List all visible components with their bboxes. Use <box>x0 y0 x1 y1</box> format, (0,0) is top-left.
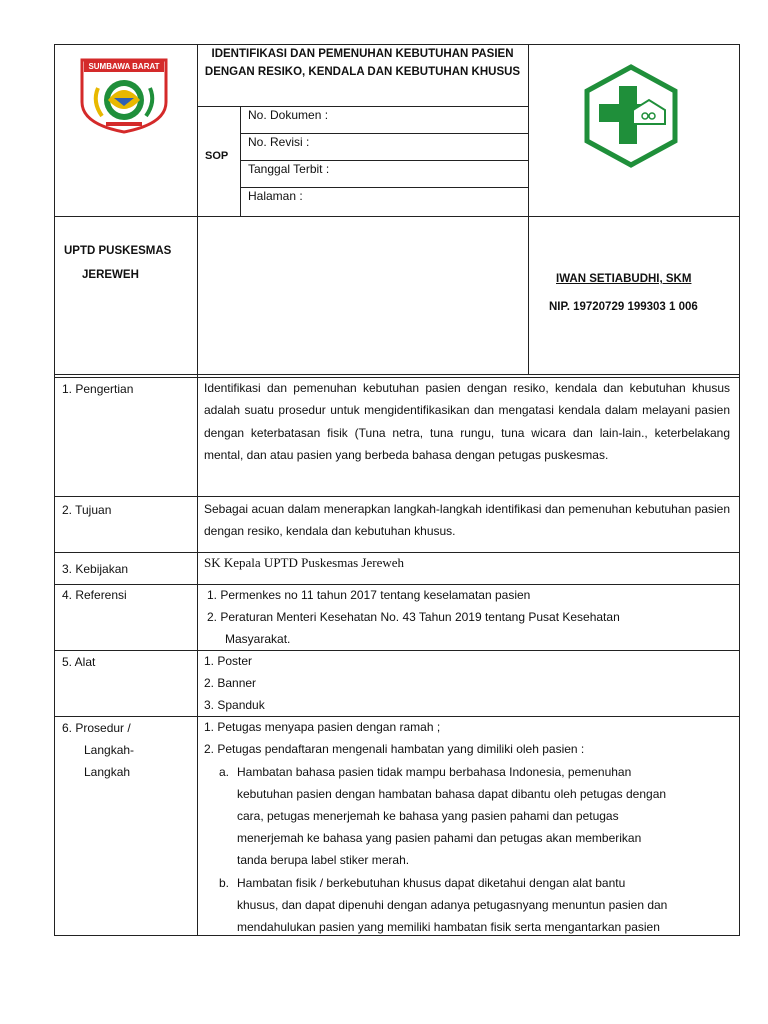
section-text-pengertian: Identifikasi dan pemenuhan kebutuhan pasien dengan resiko, kendala dan kebutuhan khusus adalah suatu prosedur untuk mengidentifikasikan dan mengatasi kendala dalam melayani pasien dengan keterbatasan fisik (Tuna netra, tuna rungu, tuna wicara dan lain-lain., keterbelakang mental, dan atau pasien yang berbeda bahasa dengan petugas puskesmas. <box>204 381 730 462</box>
org-name-line1: UPTD PUSKESMAS <box>64 245 172 257</box>
sop-label: SOP <box>205 150 229 162</box>
section-label-alat: 5. Alat <box>62 655 96 669</box>
puskesmas-hexagon-icon <box>583 64 679 168</box>
prosedur-sub-b-marker: b. <box>219 876 230 890</box>
table-border <box>197 44 198 935</box>
doc-field-halaman: Halaman : <box>248 189 303 203</box>
table-border <box>739 44 740 936</box>
table-border <box>240 187 528 188</box>
table-border <box>54 496 740 497</box>
prosedur-sub-a-line: kebutuhan pasien dengan hambatan bahasa dapat dibantu oleh petugas dengan <box>237 787 667 801</box>
doc-field-revisi: No. Revisi : <box>248 135 310 149</box>
prosedur-sub-a-line: menerjemah ke bahasa yang pasien pahami dan petugas akan memberikan <box>237 831 642 845</box>
prosedur-sub-a-marker: a. <box>219 765 230 779</box>
prosedur-step-1: 1. Petugas menyapa pasien dengan ramah ; <box>204 720 441 734</box>
table-border <box>54 650 740 651</box>
prosedur-step-2: 2. Petugas pendaftaran mengenali hambatan yang dimiliki oleh pasien : <box>204 742 585 756</box>
signatory-nip: NIP. 19720729 199303 1 006 <box>549 301 698 313</box>
referensi-item-2-cont: Masyarakat. <box>225 632 291 646</box>
doc-field-nomor: No. Dokumen : <box>248 108 329 122</box>
org-name-line2: JEREWEH <box>82 269 139 281</box>
section-text-kebijakan: SK Kepala UPTD Puskesmas Jereweh <box>204 555 405 570</box>
table-border <box>528 44 529 375</box>
section-text-tujuan: Sebagai acuan dalam menerapkan langkah-langkah identifikasi dan pemenuhan kebutuhan pasien dengan resiko, kendala dan kebutuhan khusus. <box>204 502 730 539</box>
section-label-tujuan: 2. Tujuan <box>62 503 112 517</box>
table-border <box>54 552 740 553</box>
table-border <box>240 106 241 216</box>
alat-item-spanduk: 3. Spanduk <box>204 698 265 712</box>
section-label-prosedur-2: Langkah- <box>84 743 135 757</box>
table-border <box>54 374 740 375</box>
sumbawa-barat-logo <box>78 58 170 134</box>
prosedur-sub-b-line: mendahulukan pasien yang memiliki hambatan fisik serta mengantarkan pasien <box>237 920 660 934</box>
section-label-prosedur: 6. Prosedur / <box>62 721 131 735</box>
section-label-referensi: 4. Referensi <box>62 588 127 602</box>
signatory-name: IWAN SETIABUDHI, SKM <box>556 273 692 285</box>
section-label-kebijakan: 3. Kebijakan <box>62 562 129 576</box>
section-label-prosedur-3: Langkah <box>84 765 131 779</box>
table-border <box>240 160 528 161</box>
table-border <box>197 106 528 107</box>
puskesmas-logo <box>583 64 679 168</box>
prosedur-sub-a-line: tanda berupa label stiker merah. <box>237 853 410 867</box>
referensi-item-2: 2. Peraturan Menteri Kesehatan No. 43 Tahun 2019 tentang Pusat Kesehatan <box>207 610 620 624</box>
referensi-item-1: 1. Permenkes no 11 tahun 2017 tentang keselamatan pasien <box>207 588 531 602</box>
doc-field-tanggal: Tanggal Terbit : <box>248 162 330 176</box>
logo-banner-text: SUMBAWA BARAT <box>88 62 160 71</box>
alat-item-banner: 2. Banner <box>204 676 257 690</box>
table-border <box>240 133 528 134</box>
prosedur-sub-b-line: khusus, dan dapat dipenuhi dengan adanya petugasnyang menuntun pasien dan <box>237 898 668 912</box>
document-title: IDENTIFIKASI DAN PEMENUHAN KEBUTUHAN PASIEN DENGAN RESIKO, KENDALA DAN KEBUTUHAN KHUSUS <box>204 48 521 78</box>
table-border <box>54 216 740 217</box>
alat-item-poster: 1. Poster <box>204 654 253 668</box>
prosedur-sub-b-line: Hambatan fisik / berkebutuhan khusus dapat diketahui dengan alat bantu <box>237 876 626 890</box>
section-label-pengertian: 1. Pengertian <box>62 382 134 396</box>
table-border <box>54 44 55 936</box>
prosedur-sub-a-line: Hambatan bahasa pasien tidak mampu berbahasa Indonesia, pemenuhan <box>237 765 632 779</box>
prosedur-sub-a-line: cara, petugas menerjemah ke bahasa yang pasien pahami dan petugas <box>237 809 619 823</box>
